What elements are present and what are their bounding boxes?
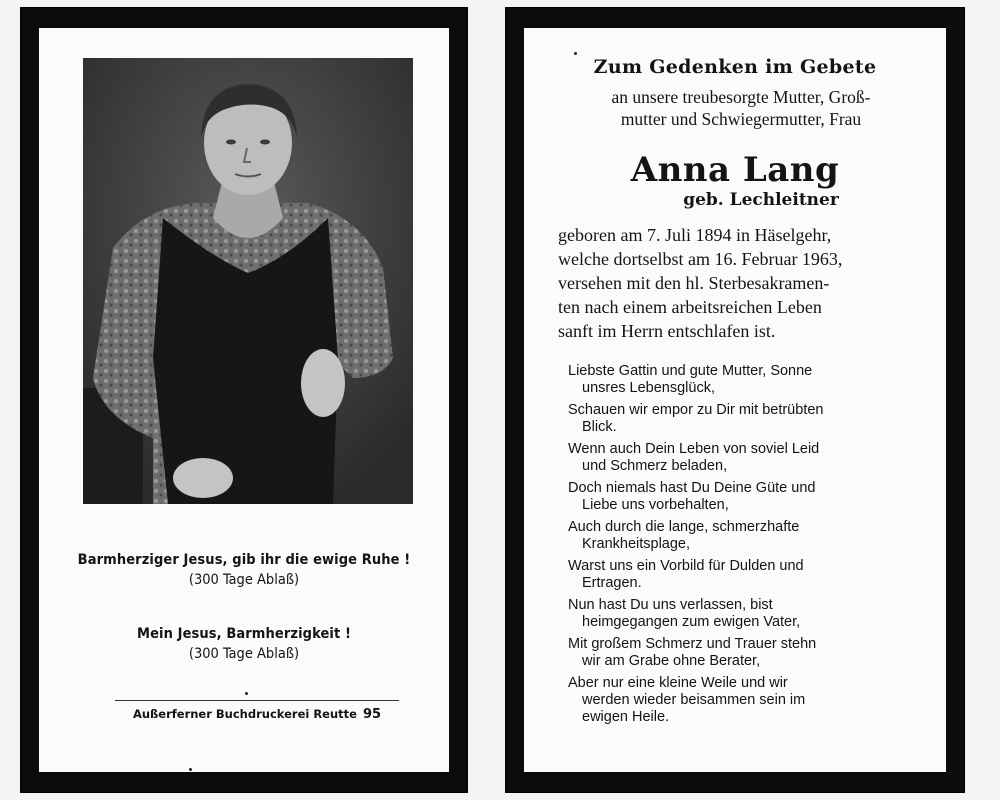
poem-stanza: [568, 441, 922, 475]
memorial-card-front: [20, 7, 468, 793]
memorial-heading: Zum Gedenken im Gebete: [593, 56, 877, 78]
printer-name: Außerferner Buchdruckerei Reutte: [132, 707, 357, 721]
poem-line: wir am Grabe ohne Berater,: [582, 653, 761, 669]
deceased-name: Anna Lang: [630, 150, 840, 190]
portrait-photo: [83, 58, 413, 504]
poem-stanza: [568, 675, 922, 726]
poem-line: Liebste Gattin und gute Mutter, Sonne: [568, 363, 813, 379]
poem-line: unsres Lebensglück,: [582, 380, 715, 396]
poem-line: Warst uns ein Vorbild für Dulden und: [568, 558, 804, 574]
biography-line: ten nach einem arbeitsreichen Leben: [558, 297, 822, 317]
dedication-line: mutter und Schwiegermutter, Frau: [620, 109, 862, 129]
poem-line: Wenn auch Dein Leben von soviel Leid: [568, 441, 820, 457]
biography-line: sanft im Herrn entschlafen ist.: [558, 321, 776, 341]
print-speck: [245, 692, 248, 695]
biography-line: geboren am 7. Juli 1894 in Häselgehr,: [558, 225, 832, 245]
poem-line: Doch niemals hast Du Deine Güte und: [568, 480, 816, 496]
poem-line: Nun hast Du uns verlassen, bist: [568, 597, 773, 613]
poem-stanza: [568, 402, 922, 436]
card-back-paper: [524, 28, 946, 772]
maiden-name: geb. Lechleitner: [683, 190, 839, 210]
poem-line: Blick.: [582, 419, 617, 435]
card-front-paper: [39, 28, 449, 772]
poem-line: Liebe uns vorbehalten,: [582, 497, 729, 513]
poem-line: und Schmerz beladen,: [582, 458, 728, 474]
poem-line: Schauen wir empor zu Dir mit betrübten: [568, 402, 824, 418]
prayer-eternal-rest: [39, 552, 449, 588]
poem-line: Mit großem Schmerz und Trauer stehn: [568, 636, 817, 652]
biography-line: versehen mit den hl. Sterbesakramen-: [558, 273, 830, 293]
printer-number: 95: [362, 707, 382, 722]
prayer-eternal-rest-text: Barmherziger Jesus, gib ihr die ewige Ruhe !: [77, 552, 411, 568]
biography-line: welche dortselbst am 16. Februar 1963,: [558, 249, 843, 269]
poem-line: ewigen Heile.: [582, 709, 670, 725]
poem-stanza: [568, 519, 922, 553]
poem-stanza: [568, 597, 922, 631]
prayer-mercy: [39, 626, 449, 662]
biography-text: [558, 223, 924, 343]
poem-line: werden wieder beisammen sein im: [582, 692, 806, 708]
poem-stanza: [568, 636, 922, 670]
poem-stanza: [568, 480, 922, 514]
prayer-eternal-rest-indulgence: (300 Tage Ablaß): [188, 572, 300, 588]
poem-stanza: [568, 558, 922, 592]
dedication-text: [558, 86, 924, 130]
memorial-poem: [568, 363, 922, 731]
dedication-line: an unsere treubesorgte Mutter, Groß-: [611, 87, 871, 107]
prayer-mercy-text: Mein Jesus, Barmherzigkeit !: [136, 626, 351, 642]
print-speck: [574, 52, 577, 55]
poem-line: Auch durch die lange, schmerzhafte: [568, 519, 800, 535]
print-speck: [189, 768, 192, 771]
printer-imprint: [115, 700, 399, 722]
poem-line: Aber nur eine kleine Weile und wir: [568, 675, 788, 691]
poem-line: heimgegangen zum ewigen Vater,: [582, 614, 801, 630]
poem-line: Krankheitsplage,: [582, 536, 691, 552]
prayer-mercy-indulgence: (300 Tage Ablaß): [188, 646, 300, 662]
poem-line: Ertragen.: [582, 575, 642, 591]
memorial-card-back: [505, 7, 965, 793]
poem-stanza: [568, 363, 922, 397]
